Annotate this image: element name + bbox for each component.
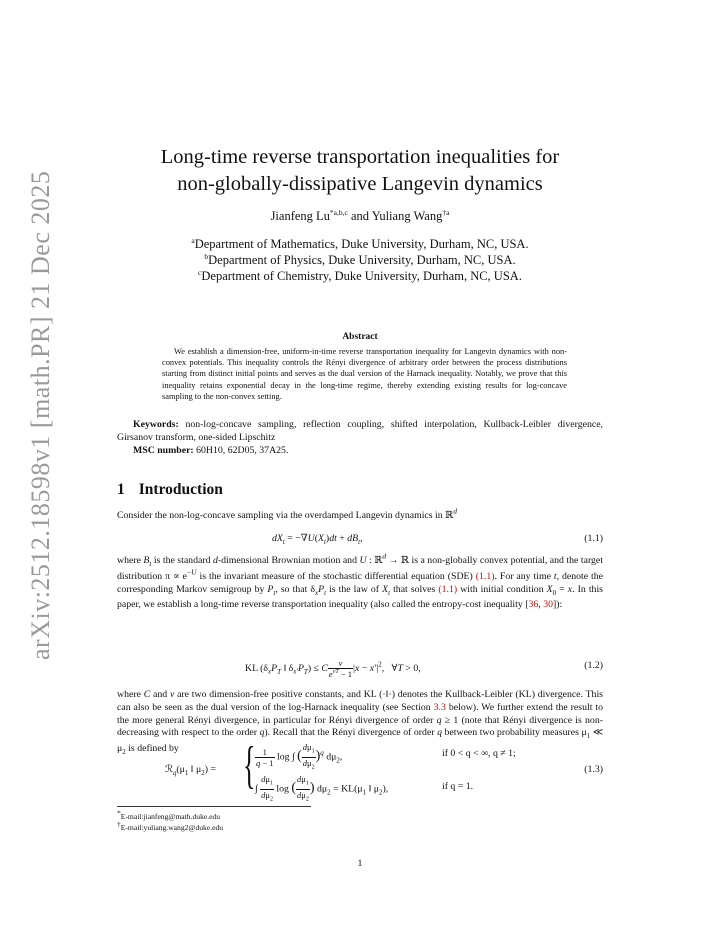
msc-label: MSC number:: [133, 445, 194, 456]
author-name: Jianfeng Lu: [270, 209, 330, 223]
equation-body: KL ($\delta_xP_T$ ‖ $\delta_{x'}P_T) \le C$ $\frac{\nu}{e^{\nu T} - 1}$ $|x - x'|^2$, ∀T > 0,: [245, 658, 421, 679]
intro-paragraph-2: where $B_t$ is the standard d-dimensional Brownian motion and U : ℝ$^d$ → ℝ is a non-globally convex potential, and the target distribution $\pi \propto e^{-U}$ is the invariant measure of the stochastic differential equation (SDE) (1.1). For any time t, denote the corresponding Markov semigroup by $P_t$, so that $\delta_xP_t$ is the law of $X_t$ that solves (1.1) with initial condition $X_0 = x$. In this paper, we establish a long-time reverse transportation inequality (also called the entropy-cost inequality [36, 30]):: [117, 551, 604, 611]
section-title: Introduction: [138, 481, 223, 498]
title-line-1: Long-time reverse transportation inequalities for: [160, 146, 560, 168]
equation-case-1: $\frac{1}{q - 1}$ log ∫ ( $\frac{d\mu_1}{d\mu_2}$ )$^q$ $d\mu_2$,: [256, 742, 343, 771]
equation-case-2-condition: if q = 1.: [442, 781, 474, 792]
author-list: [0, 209, 720, 224]
keywords-label: Keywords:: [133, 419, 179, 430]
equation-body: $dX_t = -\nabla U(X_t)dt + dB_t$,: [272, 533, 363, 546]
footnote-rule: [117, 806, 311, 807]
equation-reference-link[interactable]: (1.1): [475, 570, 495, 582]
citation-link[interactable]: 36: [528, 599, 539, 611]
footnote-email[interactable]: E-mail:yuliang.wang2@duke.edu: [120, 823, 224, 832]
page-number: 1: [357, 858, 363, 869]
author-marks: *a,b,c: [329, 207, 348, 217]
equation-lhs: $ℛ_q(\mu_1$ ‖ $\mu_2$) =: [165, 764, 216, 777]
title-line-2: non-globally-dissipative Langevin dynamics: [177, 173, 543, 195]
footnote: *E-mail:jianfeng@math.duke.edu: [117, 808, 221, 821]
arxiv-identifier: arXiv:2512.18598v1 [math.PR] 21 Dec 2025: [26, 170, 55, 660]
msc-numbers: [133, 445, 288, 456]
paper-title: [0, 144, 720, 198]
equation-number: (1.1): [584, 533, 603, 544]
affiliation-mark: c: [198, 267, 202, 277]
equation-number: (1.3): [584, 764, 603, 775]
affiliation-mark: b: [204, 251, 209, 261]
author-conjunction: and: [347, 209, 372, 223]
section-reference-link[interactable]: 3.3: [433, 701, 446, 713]
affiliation: [0, 268, 720, 284]
affiliation-text: Department of Chemistry, Duke University, Durham, NC, USA.: [201, 269, 522, 283]
affiliation-mark: a: [191, 235, 195, 245]
equation-case-1-condition: if 0 < q < ∞, q ≠ 1;: [442, 748, 516, 759]
affiliation-list: [0, 236, 720, 284]
equation-case-2: ∫ $\frac{d\mu_1}{d\mu_2}$ log ( $\frac{d\mu_1}{d\mu_2}$ ) $d\mu_2 = KL(\mu_1$ ‖ $\mu_2$),: [255, 774, 389, 803]
intro-paragraph-1: Consider the non-log-concave sampling via the overdamped Langevin dynamics in ℝ$^d$: [117, 506, 457, 521]
author-marks: †a: [442, 207, 450, 217]
section-number: 1: [117, 481, 125, 498]
abstract-heading: Abstract: [342, 332, 378, 342]
equation-reference-link[interactable]: (1.1): [438, 583, 458, 595]
affiliation-text: Department of Mathematics, Duke University, Durham, NC, USA.: [194, 237, 529, 251]
abstract-text: We establish a dimension-free, uniform-in-time reverse transportation inequality for Langevin dynamics with non-convex potentials. This inequality controls the Rényi divergence of arbitrary order between the process distributions starting from distinct initial points and serves as the dual version of the Harnack inequality. Notably, we prove that this inequality retains exponential decay in the long-time regime, thereby extending existing results for log-concave sampling to the non-convex setting.: [162, 347, 567, 401]
keywords-text: non-log-concave sampling, reflection coupling, shifted interpolation, Kullback-Leibler divergence, Girsanov transform, one-sided Lipschitz: [117, 419, 603, 443]
affiliation: [0, 236, 720, 252]
author-name: Yuliang Wang: [371, 209, 443, 223]
citation-link[interactable]: 30: [543, 599, 553, 611]
cases-brace: {: [243, 737, 256, 794]
section-heading: [117, 481, 223, 499]
equation-1-2: [117, 656, 603, 682]
equation-1-1: [117, 533, 603, 547]
equation-number: (1.2): [584, 660, 603, 671]
keywords: [117, 419, 603, 444]
intro-paragraph-3: where C and ν are two dimension-free positive constants, and KL (·‖·) denotes the Kullback-Leibler (KL) divergence. This can also be seen as the dual version of the log-Harnack inequality (see Section 3.3 below). We further extend the result to the more general Rényi divergence, in particular for Rényi divergence of order q ≥ 1 (note that Rényi divergence is non-decreasing with respect to the order q). Recall that the Rényi divergence of order q between two probability measures $\mu_1$ ≪ $\mu_2$ is defined by: [117, 689, 603, 757]
footnote: †E-mail:yuliang.wang2@duke.edu: [117, 819, 224, 832]
affiliation: [0, 252, 720, 268]
affiliation-text: Department of Physics, Duke University, Durham, NC, USA.: [208, 253, 516, 267]
msc-text: 60H10, 62D05, 37A25.: [193, 445, 289, 456]
equation-1-3: [117, 737, 603, 803]
footnote-email[interactable]: E-mail:jianfeng@math.duke.edu: [120, 812, 221, 821]
